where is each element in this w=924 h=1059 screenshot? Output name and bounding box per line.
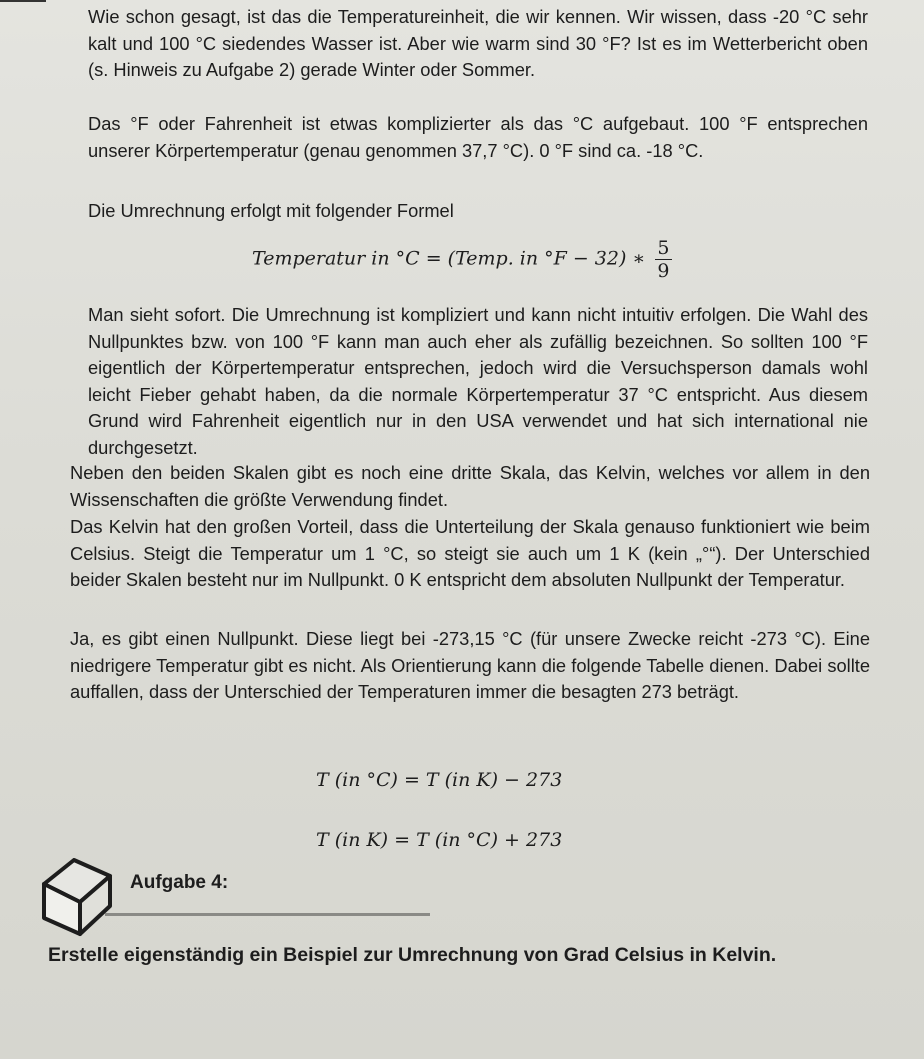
task-heading: Aufgabe 4: — [130, 872, 229, 893]
paragraph-intro: Wie schon gesagt, ist das die Temperatureinheit, die wir kennen. Wir wissen, dass -20 °C sehr kalt und 100 °C siedendes Wasser ist. Aber wie warm sind 30 °F? Ist es im Wetterbericht oben (s. Hinweis zu Aufgabe 2) gerade Winter oder Sommer. — [88, 6, 868, 81]
fraction — [655, 237, 671, 282]
fahrenheit-formula-lhs: Temperatur in °C = (Temp. in °F − 32) ∗ — [252, 247, 646, 270]
formula-kelvin-from-celsius: T (in K) = T (in °C) + 273 — [316, 829, 563, 851]
paragraph-fahrenheit: Das °F oder Fahrenheit ist etwas komplizierter als das °C aufgebaut. 100 °F entsprechen unserer Körpertemperatur (genau genommen 37,7 °C). 0 °F sind ca. -18 °C. — [88, 113, 868, 161]
paragraph-kelvin-advantage: Das Kelvin hat den großen Vorteil, dass die Unterteilung der Skala genauso funktioniert wie beim Celsius. Steigt die Temperatur um 1 °C, so steigt sie auch um 1 K (kein „°“). Der Unterschied beider Skalen besteht nur im Nullpunkt. 0 K entspricht dem absoluten Nullpunkt der Temperatur. — [70, 516, 870, 591]
fraction-denominator: 9 — [657, 260, 670, 282]
paragraph-formula-intro: Die Umrechnung erfolgt mit folgender Formel — [88, 200, 454, 221]
task-text: Erstelle eigenständig ein Beispiel zur Umrechnung von Grad Celsius in Kelvin. — [48, 944, 777, 966]
cube-icon — [38, 858, 118, 938]
fraction-numerator: 5 — [657, 237, 670, 259]
paragraph-kelvin-intro: Neben den beiden Skalen gibt es noch eine dritte Skala, das Kelvin, welches vor allem in den Wissenschaften die größte Verwendung findet. — [70, 462, 870, 510]
fahrenheit-formula — [252, 237, 672, 282]
top-rule — [0, 0, 46, 2]
task-heading-rule — [105, 913, 430, 916]
paragraph-absolute-zero: Ja, es gibt einen Nullpunkt. Diese liegt bei -273,15 °C (für unsere Zwecke reicht -273 °C). Eine niedrigere Temperatur gibt es nicht. Als Orientierung kann die folgende Tabelle dienen. Dabei sollte auffallen, dass der Unterschied der Temperaturen immer die besagten 273 beträgt. — [70, 628, 870, 703]
formula-celsius-from-kelvin: T (in °C) = T (in K) − 273 — [316, 769, 563, 791]
paragraph-complexity: Man sieht sofort. Die Umrechnung ist kompliziert und kann nicht intuitiv erfolgen. Die Wahl des Nullpunktes bzw. von 100 °F kann man auch eher als zufällig bezeichnen. So sollten 100 °F eigentlich der Körpertemperatur entsprechen, jedoch wird die Versuchsperson damals wohl leicht Fieber gehabt haben, da die normale Körpertemperatur 37 °C entspricht. Aus diesem Grund wird Fahrenheit eigentlich nur in den USA verwendet und hat sich international nie durchgesetzt. — [88, 304, 868, 458]
